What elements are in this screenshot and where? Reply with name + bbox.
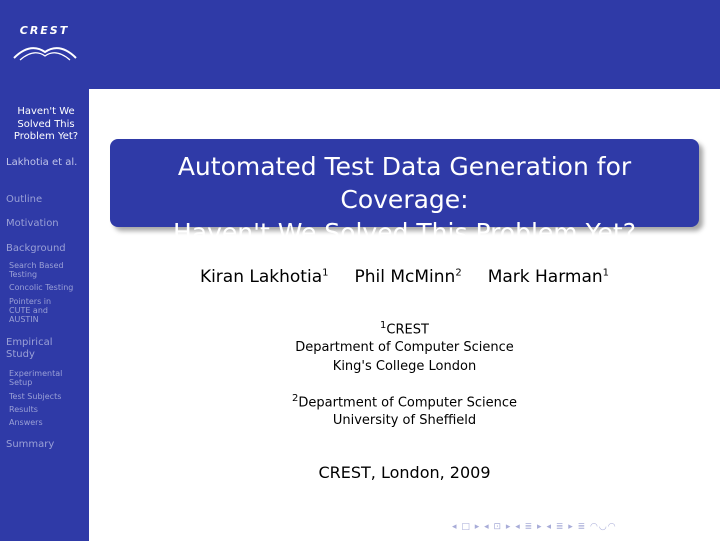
author-3: Mark Harman$^1$ — [487, 267, 610, 287]
author-1: Kiran Lakhotia$^1$ — [199, 267, 329, 287]
venue: CREST, London, 2009 — [318, 463, 491, 482]
sidebar-item-empirical-study[interactable]: Empirical Study — [6, 337, 53, 360]
sidebar-author[interactable]: Lakhotia et al. — [6, 157, 78, 168]
affiliation-2-dept: $^2$Department of Computer Science — [292, 393, 517, 411]
sidebar-item-motivation[interactable]: Motivation — [6, 218, 59, 229]
sidebar-item-summary[interactable]: Summary — [6, 439, 55, 450]
authors — [89, 267, 720, 287]
title-line-1: Automated Test Data Generation for Coverage: — [177, 152, 632, 214]
sidebar-subitem-answers[interactable]: Answers — [9, 418, 43, 427]
sidebar-subitem-search-based-testing[interactable]: Search Based Testing — [9, 261, 64, 279]
sidebar-subitem-experimental-setup[interactable]: Experimental Setup — [9, 369, 63, 387]
affiliation-1-dept: Department of Computer Science — [295, 340, 514, 355]
sidebar-subitem-results[interactable]: Results — [9, 405, 38, 414]
sidebar-subitem-pointers[interactable]: Pointers in CUTE and AUSTIN — [9, 297, 52, 324]
title-box — [110, 139, 699, 247]
beamer-navigation-icons[interactable]: ◂ □ ▸ ◂ ⊡ ▸ ◂ ≣ ▸ ◂ ≣ ▸ ≣ ◠◡◠ — [452, 522, 617, 532]
sidebar-item-background[interactable]: Background — [6, 243, 66, 254]
sidebar-item-outline[interactable]: Outline — [6, 194, 43, 205]
affiliation-1-org: $^1$CREST — [380, 320, 429, 338]
sidebar-subitem-concolic-testing[interactable]: Concolic Testing — [9, 283, 74, 292]
affiliation-1-inst: King's College London — [332, 359, 477, 374]
crest-logo — [0, 24, 89, 74]
author-2: Phil McMinn$^2$ — [354, 267, 462, 287]
header-band — [89, 0, 720, 89]
logo-text: CREST — [19, 24, 70, 37]
logo-swoosh-icon — [12, 38, 78, 64]
sidebar-title[interactable]: Haven't We Solved This Problem Yet? — [13, 106, 79, 142]
sidebar-subitem-test-subjects[interactable]: Test Subjects — [9, 392, 62, 401]
title-line-2: Haven't We Solved This Problem Yet? — [172, 218, 637, 247]
affiliation-2-inst: University of Sheffield — [332, 413, 477, 428]
